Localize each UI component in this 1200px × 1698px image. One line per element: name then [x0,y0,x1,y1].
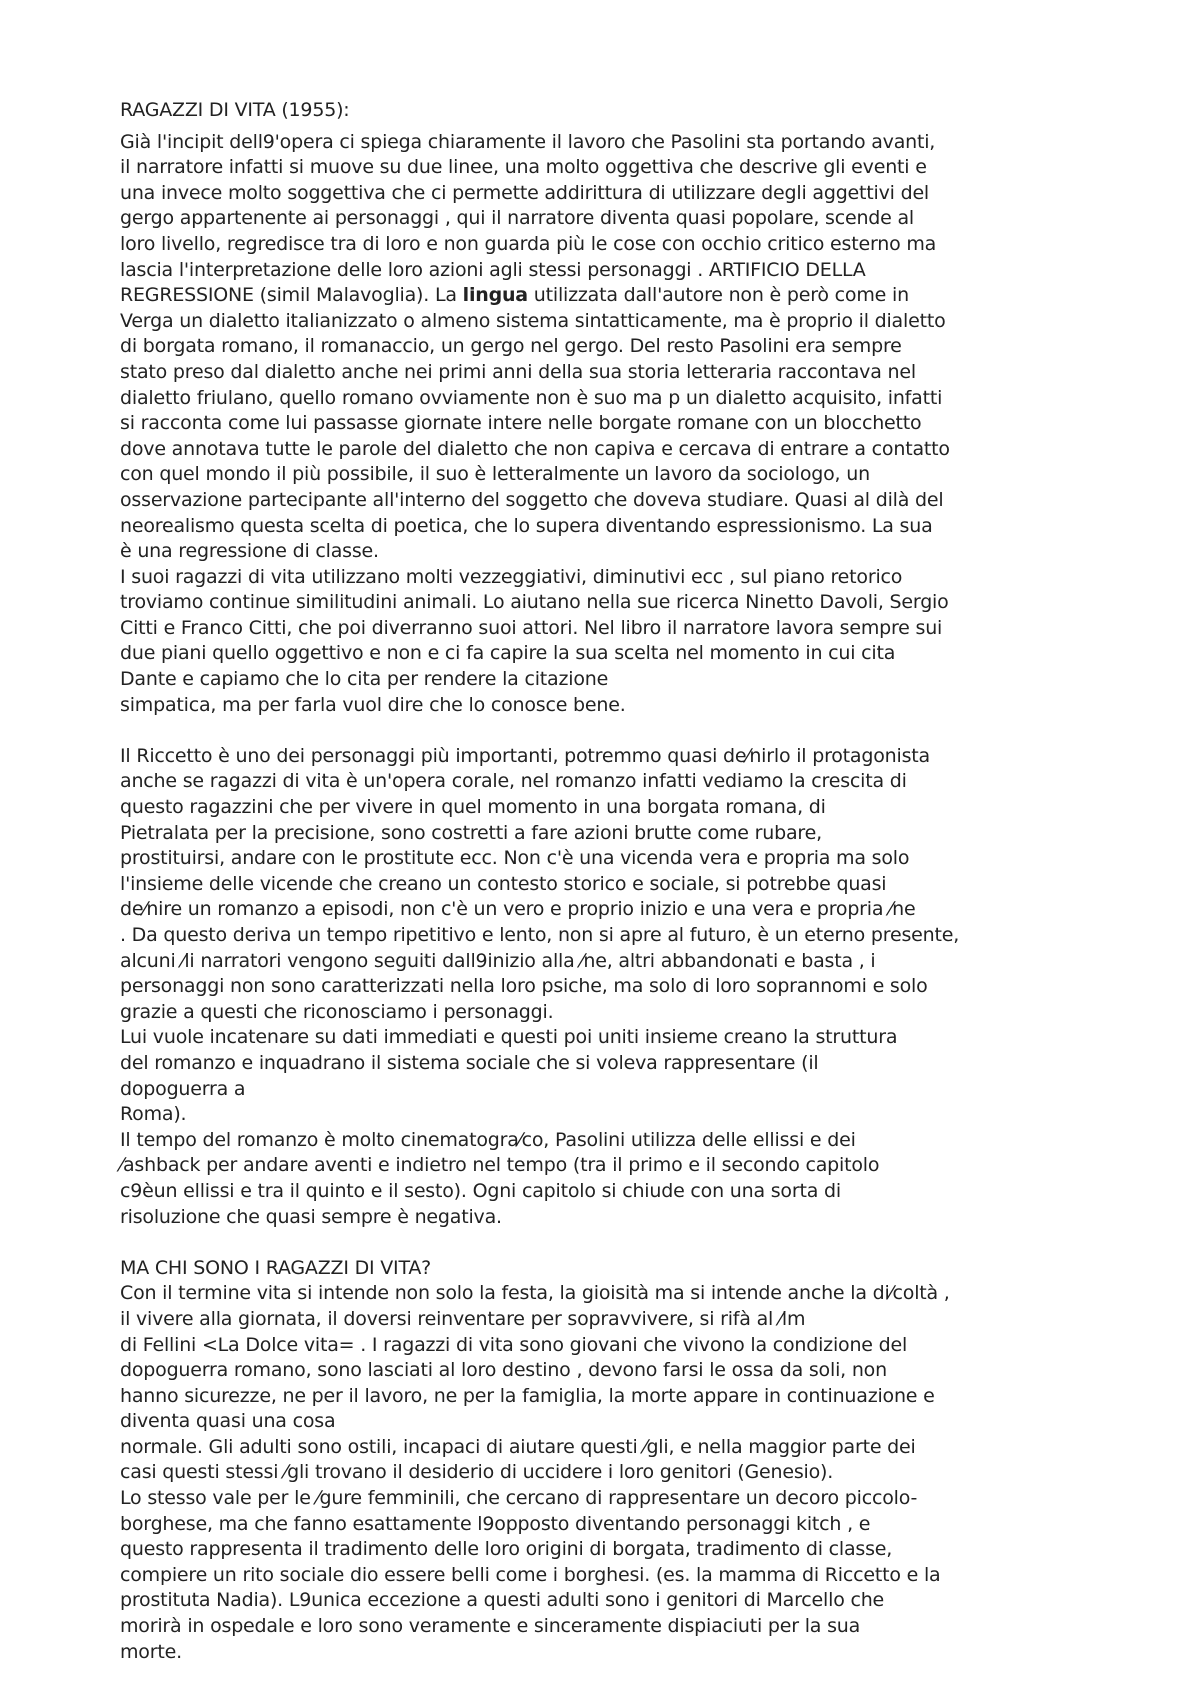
text-line: dopoguerra a [120,1077,246,1100]
text-line: del romanzo e inquadrano il sistema sociale che si voleva rappresentare (il [120,1051,819,1074]
text-line: osservazione partecipante all'interno del soggetto che doveva studiare. Quasi al dilà del [120,488,944,511]
text-line: dopoguerra romano, sono lasciati al loro destino , devono farsi le ossa da soli, non [120,1359,887,1382]
text-line: risoluzione che quasi sempre è negativa. [120,1205,502,1228]
text-line: stato preso dal dialetto anche nei primi anni della sua storia letteraria raccontava nel [120,360,916,383]
paragraph-incipit [120,130,1100,719]
text-line: questo ragazzini che per vivere in quel momento in una borgata romana, di [120,796,826,819]
text-line: personaggi non sono caratterizzati nella loro psiche, ma solo di loro soprannomi e solo [120,975,928,998]
text-line: hanno sicurezze, ne per il lavoro, ne per la famiglia, la morte appare in continuazione e [120,1384,935,1407]
section-heading: MA CHI SONO I RAGAZZI DI VITA? [120,1256,432,1279]
paragraph-riccetto [120,744,1100,1230]
document-page [120,98,1100,1665]
text-line: prostituta Nadia). L9unica eccezione a questi adulti sono i genitori di Marcello che [120,1589,885,1612]
text-line: dialetto friulano, quello romano ovviamente non è suo ma p un dialetto acquisito, infatti [120,386,943,409]
text-line: Con il termine vita si intende non solo la festa, la gioisità ma si intende anche la di⁄coltà , [120,1282,950,1305]
bold-word: lingua [462,284,528,307]
text-line: gergo appartenente ai personaggi , qui il narratore diventa quasi popolare, scende al [120,207,914,230]
text-line: diventa quasi una cosa [120,1410,336,1433]
text-line: Dante e capiamo che lo cita per rendere la citazione [120,668,609,691]
text-line: anche se ragazzi di vita è un'opera corale, nel romanzo infatti vediamo la crescita di [120,770,907,793]
text-line: il narratore infatti si muove su due linee, una molto oggettiva che descrive gli eventi e [120,156,927,179]
text-line: borghese, ma che fanno esattamente l9opposto diventando personaggi kitch , e [120,1512,871,1535]
paragraph-ragazzi [120,1281,1100,1665]
text-line: Roma). [120,1103,187,1126]
text-line: prostituirsi, andare con le prostitute ecc. Non c'è una vicenda vera e propria ma solo [120,847,910,870]
text-line: Lui vuole incatenare su dati immediati e questi poi uniti insieme creano la struttura [120,1026,898,1049]
text-line: Pietralata per la precisione, sono costretti a fare azioni brutte come rubare, [120,821,822,844]
text-line: morte. [120,1640,182,1663]
text-line: alcuni ⁄li narratori vengono seguiti dall9inizio alla ⁄ne, altri abbandonati e basta , i [120,949,876,972]
text-line: due piani quello oggettivo e non e ci fa capire la sua scelta nel momento in cui cita [120,642,896,665]
text-line: normale. Gli adulti sono ostili, incapaci di aiutare questi ⁄gli, e nella maggior parte dei [120,1435,916,1458]
text-line: neorealismo questa scelta di poetica, che lo supera diventando espressionismo. La sua [120,514,933,537]
text-line: casi questi stessi ⁄gli trovano il desiderio di uccidere i loro genitori (Genesio). [120,1461,834,1484]
document-title: RAGAZZI DI VITA (1955): [120,99,350,121]
text-line: loro livello, regredisce tra di loro e non guarda più le cose con occhio critico esterno ma [120,232,937,255]
text-line: compiere un rito sociale dio essere belli come i borghesi. (es. la mamma di Riccetto e la [120,1563,941,1586]
text-line: questo rappresenta il tradimento delle loro origini di borgata, tradimento di classe, [120,1538,893,1561]
text-line: di Fellini <La Dolce vita= . I ragazzi di vita sono giovani che vivono la condizione del [120,1333,908,1356]
text-line: di borgata romano, il romanaccio, un gergo nel gergo. Del resto Pasolini era sempre [120,335,902,358]
text-line: Il tempo del romanzo è molto cinematogra⁄co, Pasolini utilizza delle ellissi e dei [120,1128,856,1151]
text-line: c9èun ellissi e tra il quinto e il sesto). Ogni capitolo si chiude con una sorta di [120,1179,841,1202]
text-line: troviamo continue similitudini animali. Lo aiutano nella sue ricerca Ninetto Davoli, Sergio [120,591,949,614]
text-line: Citti e Franco Citti, che poi diverranno suoi attori. Nel libro il narratore lavora sempre sui [120,616,943,639]
text-line: Il Riccetto è uno dei personaggi più importanti, potremmo quasi de⁄nirlo il protagonista [120,744,930,767]
text-line: l'insieme delle vicende che creano un contesto storico e sociale, si potrebbe quasi [120,872,887,895]
text-line-with-bold [120,283,1100,309]
text-line: de⁄nire un romanzo a episodi, non c'è un vero e proprio inizio e una vera e propria ⁄ne [120,898,916,921]
text-line: lascia l'interpretazione delle loro azioni agli stessi personaggi . ARTIFICIO DELLA [120,258,866,281]
text-line: è una regressione di classe. [120,540,379,563]
paragraph-spacer [120,1230,1100,1256]
text-line: con quel mondo il più possibile, il suo è letteralmente un lavoro da sociologo, un [120,463,870,486]
text-line: il vivere alla giornata, il doversi reinventare per sopravvivere, si rifà al ⁄lm [120,1307,806,1330]
paragraph-spacer [120,718,1100,744]
text-line: . Da questo deriva un tempo ripetitivo e lento, non si apre al futuro, è un eterno presente, [120,924,960,946]
text-line: si racconta come lui passasse giornate intere nelle borgate romane con un blocchetto [120,412,922,435]
text-line: Già l'incipit dell9'opera ci spiega chiaramente il lavoro che Pasolini sta portando avanti, [120,130,936,153]
text-run: utilizzata dall'autore non è però come in [527,284,909,307]
text-line: Lo stesso vale per le ⁄gure femminili, che cercano di rappresentare un decoro piccolo- [120,1487,918,1510]
text-line: dove annotava tutte le parole del dialetto che non capiva e cercava di entrare a contatto [120,437,950,460]
text-line: morirà in ospedale e loro sono veramente e sinceramente dispiaciuti per la sua [120,1615,861,1638]
text-line: una invece molto soggettiva che ci permette addirittura di utilizzare degli aggettivi del [120,181,930,204]
text-run: REGRESSIONE (simil Malavoglia). La [120,284,463,307]
text-line: simpatica, ma per farla vuol dire che lo conosce bene. [120,693,626,716]
text-line: grazie a questi che riconosciamo i personaggi. [120,1000,554,1023]
text-line: Verga un dialetto italianizzato o almeno sistema sintatticamente, ma è proprio il dialetto [120,309,946,332]
text-line: ⁄ashback per andare aventi e indietro nel tempo (tra il primo e il secondo capitolo [120,1154,880,1177]
text-line: I suoi ragazzi di vita utilizzano molti vezzeggiativi, diminutivi ecc , sul piano retorico [120,565,903,588]
